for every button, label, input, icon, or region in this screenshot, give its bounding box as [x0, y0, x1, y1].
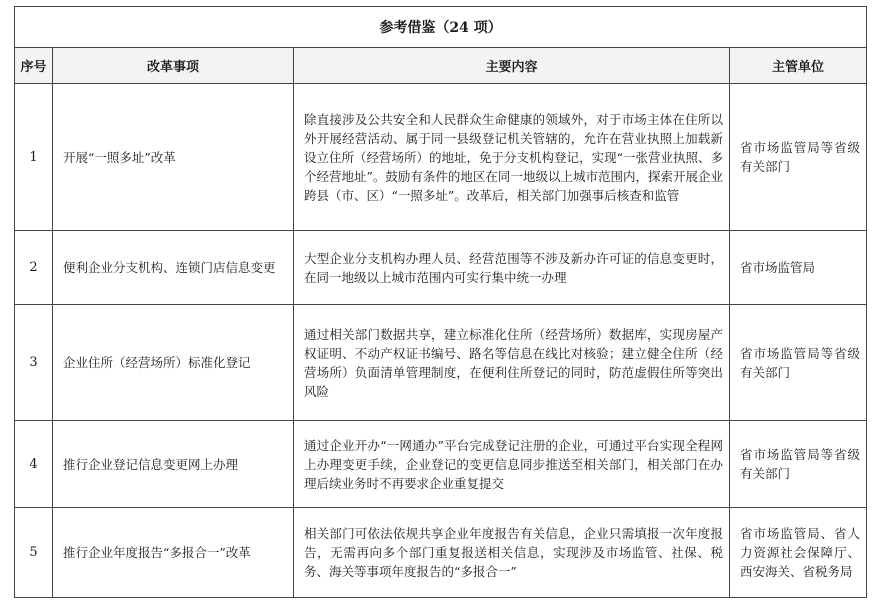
table-title-row — [15, 7, 867, 48]
table-row — [15, 508, 867, 598]
reform-table — [14, 6, 867, 598]
row-dept: 省市场监管局等省级有关部门 — [730, 305, 867, 421]
header-item: 改革事项 — [53, 48, 294, 84]
row-item: 开展“一照多址”改革 — [53, 84, 294, 231]
row-num: 2 — [15, 231, 53, 305]
table-row — [15, 231, 867, 305]
reform-table-sheet — [14, 6, 866, 598]
row-num: 5 — [15, 508, 53, 598]
row-item: 推行企业年度报告“多报合一”改革 — [53, 508, 294, 598]
table-row — [15, 421, 867, 508]
header-dept: 主管单位 — [730, 48, 867, 84]
table-row — [15, 84, 867, 231]
row-content: 大型企业分支机构办理人员、经营范围等不涉及新办许可证的信息变更时，在同一地级以上城市范围内可实行集中统一办理 — [294, 231, 730, 305]
row-content: 相关部门可依法依规共享企业年度报告有关信息，企业只需填报一次年度报告，无需再向多个部门重复报送相关信息，实现涉及市场监管、社保、税务、海关等事项年度报告的“多报合一” — [294, 508, 730, 598]
table-title: 参考借鉴（24 项） — [15, 7, 867, 48]
row-content: 通过企业开办“一网通办”平台完成登记注册的企业，可通过平台实现全程网上办理变更手续，企业登记的变更信息同步推送至相关部门，相关部门在办理后续业务时不再要求企业重复提交 — [294, 421, 730, 508]
table-row — [15, 305, 867, 421]
header-num: 序号 — [15, 48, 53, 84]
table-header-row — [15, 48, 867, 84]
row-content: 除直接涉及公共安全和人民群众生命健康的领域外，对于市场主体在住所以外开展经营活动、属于同一县级登记机关管辖的，允许在营业执照上加载新设立住所（经营场所）的地址，免于分支机构登记，实现“一张营业执照、多个经营地址”。鼓励有条件的地区在同一地级以上城市范围内，探索开展企业跨县（市、区）“一照多址”。改革后，相关部门加强事后核查和监管 — [294, 84, 730, 231]
row-item: 便利企业分支机构、连锁门店信息变更 — [53, 231, 294, 305]
row-dept: 省市场监管局等省级有关部门 — [730, 84, 867, 231]
header-content: 主要内容 — [294, 48, 730, 84]
row-dept: 省市场监管局、省人力资源社会保障厅、西安海关、省税务局 — [730, 508, 867, 598]
row-item: 企业住所（经营场所）标准化登记 — [53, 305, 294, 421]
row-dept: 省市场监管局等省级有关部门 — [730, 421, 867, 508]
row-num: 1 — [15, 84, 53, 231]
row-content: 通过相关部门数据共享，建立标准化住所（经营场所）数据库，实现房屋产权证明、不动产权证书编号、路名等信息在线比对核验；建立健全住所（经营场所）负面清单管理制度，在便利住所登记的同时，防范虚假住所等突出风险 — [294, 305, 730, 421]
row-dept: 省市场监管局 — [730, 231, 867, 305]
row-num: 3 — [15, 305, 53, 421]
row-item: 推行企业登记信息变更网上办理 — [53, 421, 294, 508]
row-num: 4 — [15, 421, 53, 508]
